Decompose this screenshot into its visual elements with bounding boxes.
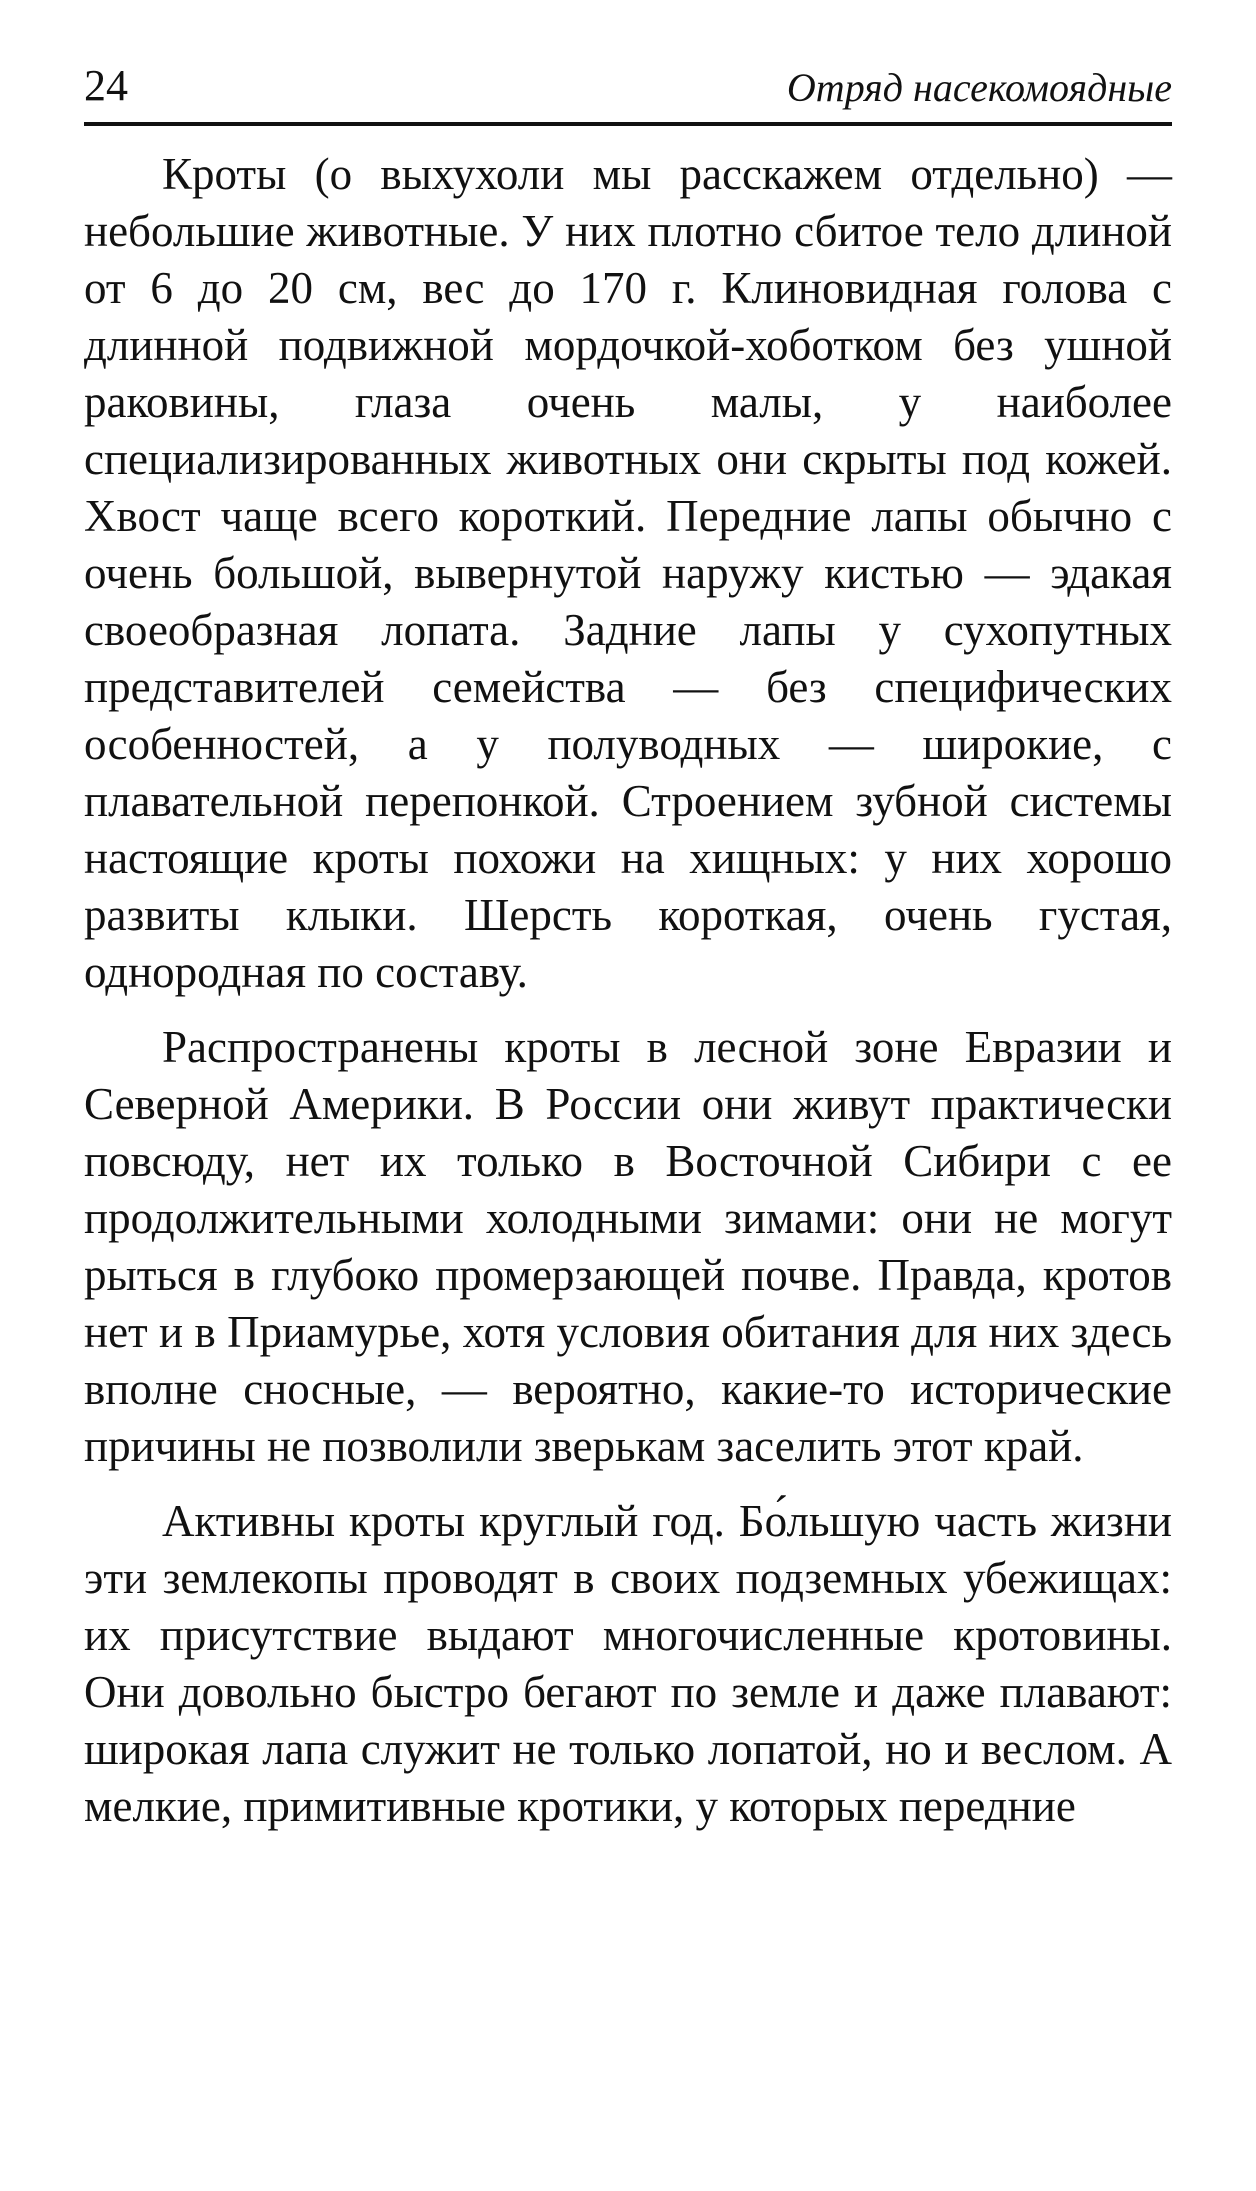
paragraph-3: Активны кроты круглый год. Бо́льшую часть жизни эти землекопы проводят в своих подземных убежищах: их присутствие выдают многочисленные кротовины. Они довольно быстро бегают по земле и даже плавают: широкая лапа служит не только лопатой, но и веслом. А мелкие, примитивные кротики, у которых передние — [84, 1496, 1172, 1831]
running-header — [84, 60, 1172, 126]
body-text — [84, 146, 1172, 1835]
section-title: Отряд насекомоядные — [786, 65, 1172, 110]
page-number: 24 — [84, 61, 128, 110]
book-page — [84, 60, 1172, 1853]
paragraph-1: Кроты (о выхухоли мы расскажем отдельно) — небольшие животные. У них плотно сбитое тело длиной от 6 до 20 см, вес до 170 г. Клиновидная голова с длинной подвижной мордочкой-хоботком без ушной раковины, глаза очень малы, у наиболее специализированных животных они скрыты под кожей. Хвост чаще всего короткий. Передние лапы обычно с очень большой, вывернутой наружу кистью — эдакая своеобразная лопата. Задние лапы у сухопутных представителей семейства — без специфических особенностей, а у полуводных — широкие, с плавательной перепонкой. Строением зубной системы настоящие кроты похожи на хищных: у них хорошо развиты клыки. Шерсть короткая, очень густая, однородная по составу. — [84, 149, 1172, 997]
paragraph-2: Распространены кроты в лесной зоне Евразии и Северной Америки. В России они живут практически повсюду, нет их только в Восточной Сибири с ее продолжительными холодными зимами: они не могут рыться в глубоко промерзающей почве. Правда, кротов нет и в Приамурье, хотя условия обитания для них здесь вполне сносные, — вероятно, какие-то исторические причины не позволили зверькам заселить этот край. — [84, 1022, 1172, 1471]
